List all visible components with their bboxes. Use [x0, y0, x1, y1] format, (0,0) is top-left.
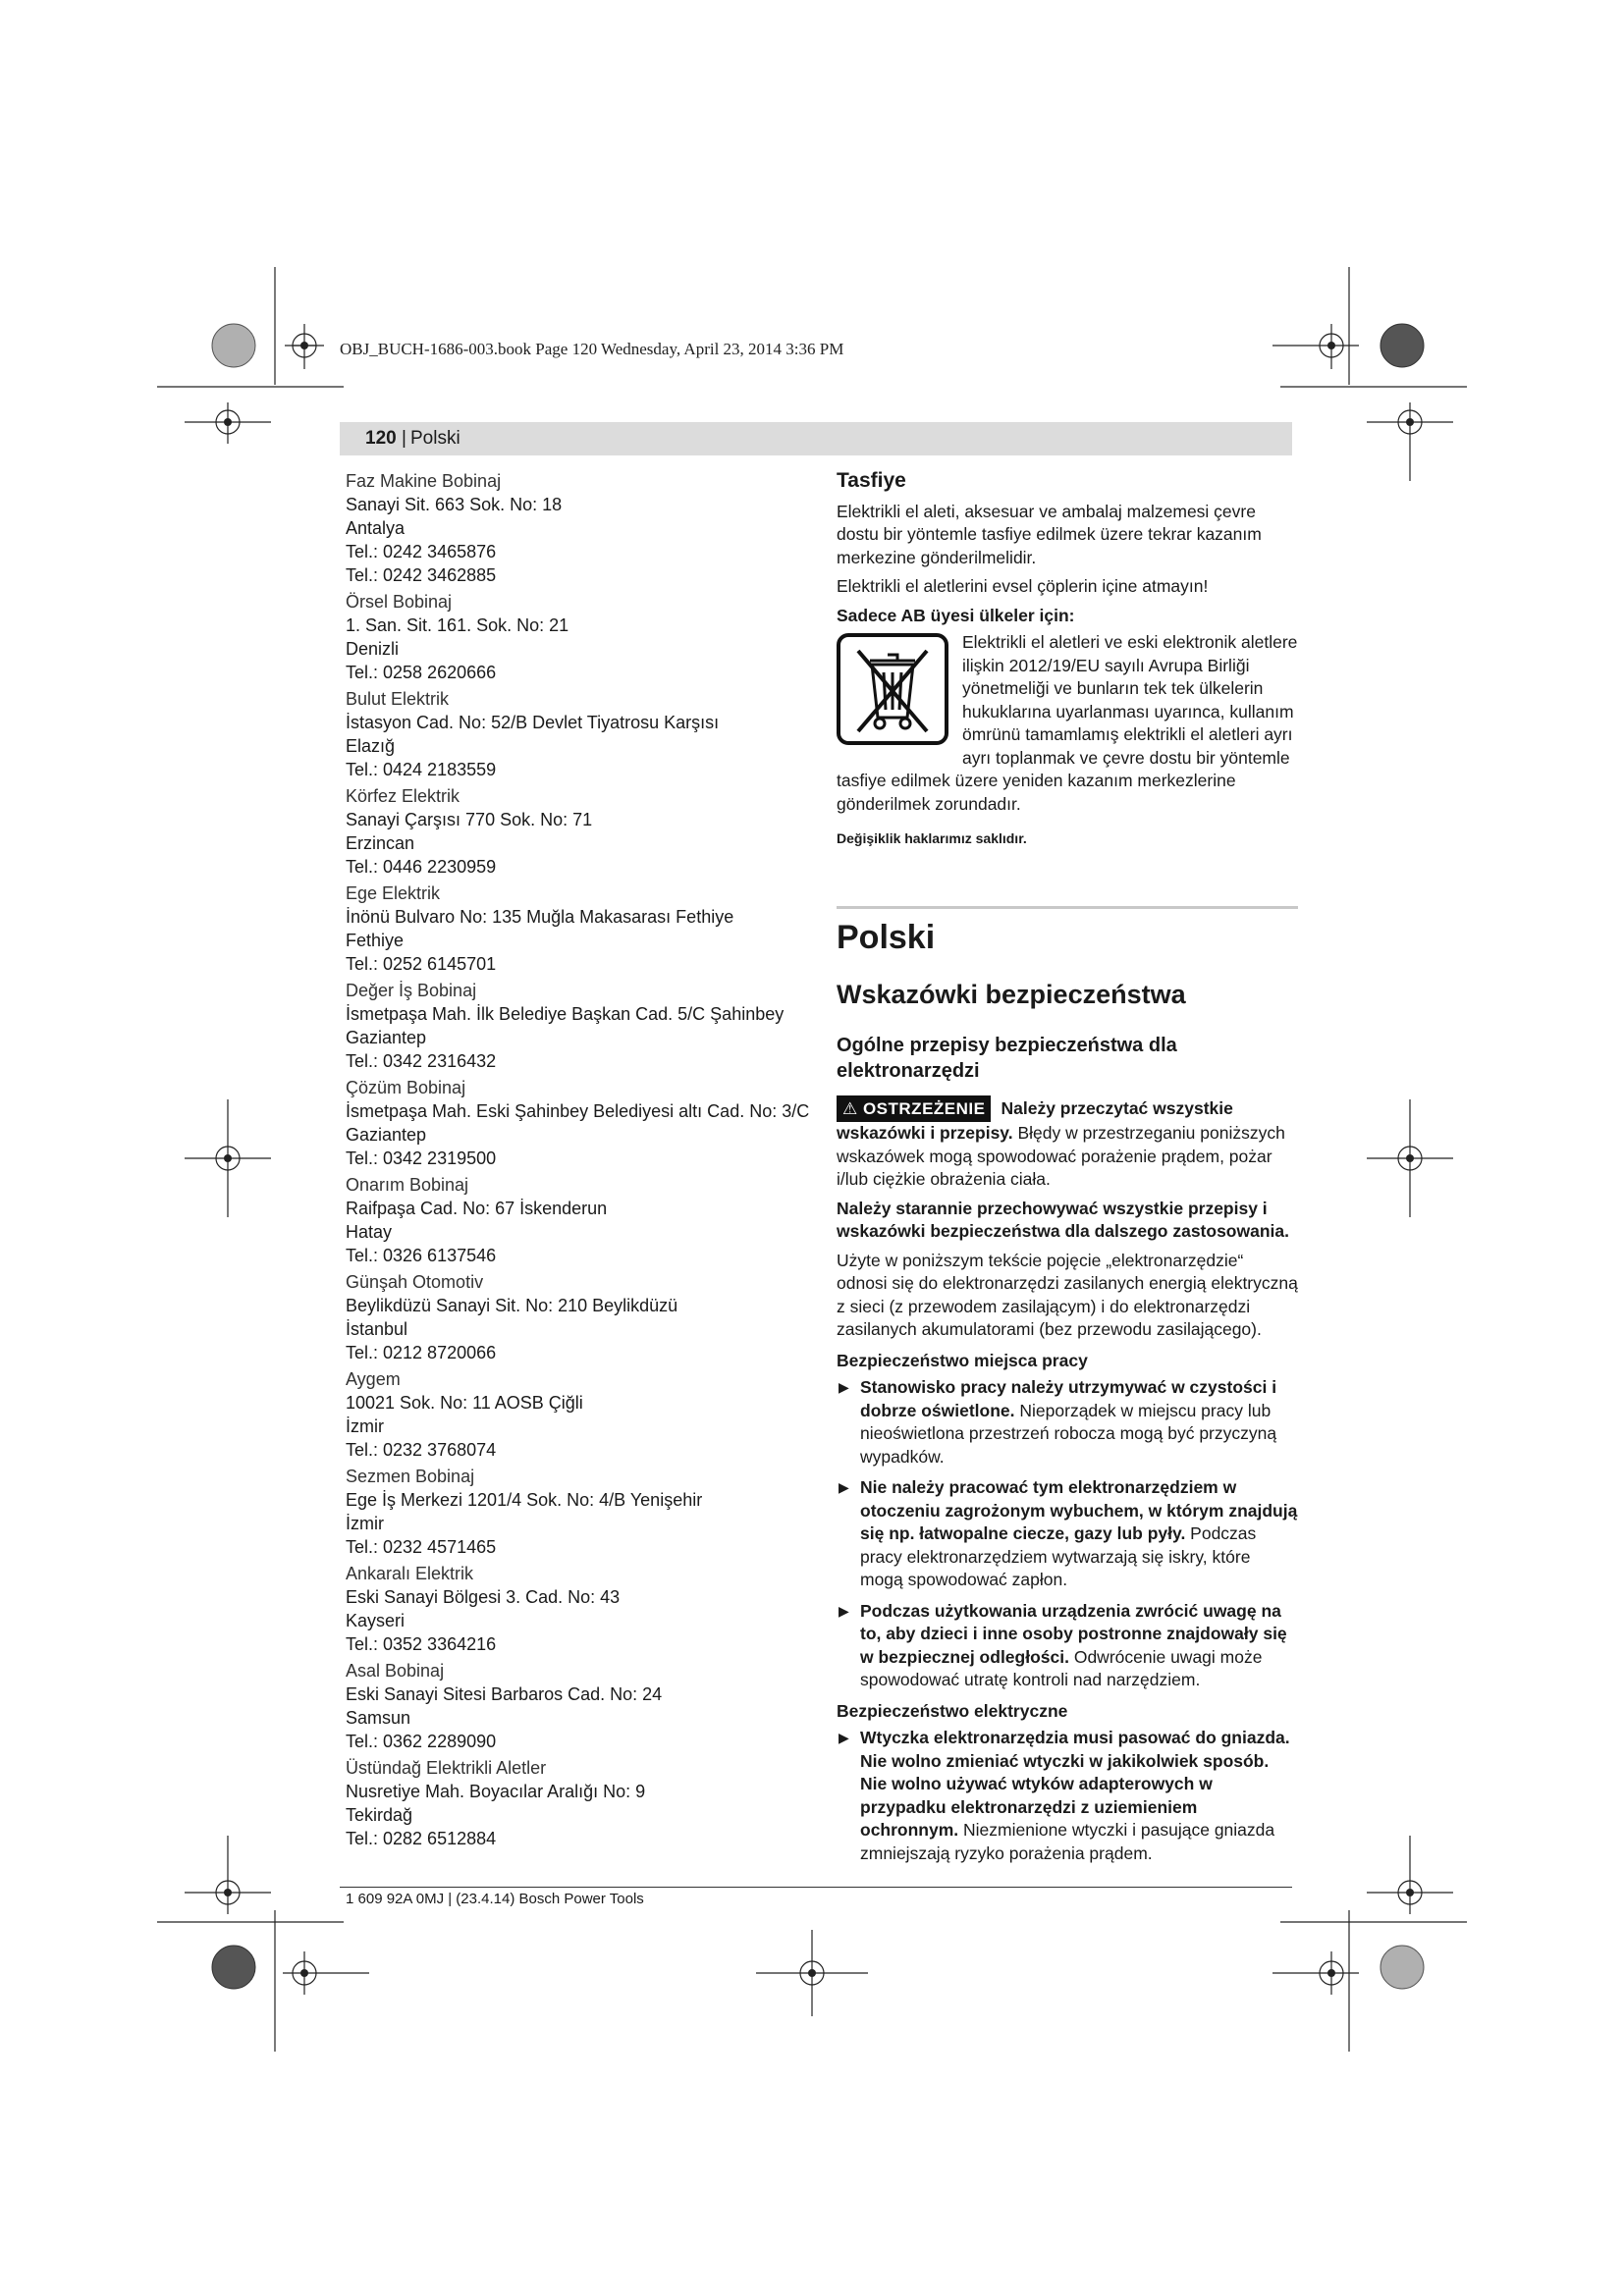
address-entry — [346, 979, 807, 1073]
warning-badge: ⚠ OSTRZEŻENIE — [837, 1095, 991, 1123]
page-number: 120 — [365, 428, 397, 449]
address-entry — [346, 881, 807, 976]
address-line: Tel.: 0446 2230959 — [346, 857, 497, 877]
header-language: Polski — [410, 428, 460, 449]
footer-rule — [340, 1887, 1292, 1888]
address-line: Tel.: 0424 2183559 — [346, 760, 497, 779]
address-list — [346, 469, 810, 1853]
bullet-text: Odwrócenie uwagi może spowodować utratę kontroli nad narzędziem. — [860, 1646, 1263, 1689]
bullet-arrow-icon: ▶ — [839, 1602, 849, 1619]
bullet-text: Niezmienione wtyczki i pasujące gniazda zmniejszają ryzyko porażenia prądem. — [860, 1820, 1275, 1863]
address-line: Hatay — [346, 1222, 393, 1242]
address-name: Bulut Elektrik — [346, 689, 450, 709]
electrical-safety-title: Bezpieczeństwo elektryczne — [837, 1700, 1068, 1721]
address-line: Kayseri — [346, 1611, 406, 1630]
safety-heading: Wskazówki bezpieczeństwa — [837, 979, 1186, 1009]
warning-bold: Należy przeczytać wszystkie wskazówki i przepisy. — [837, 1097, 1233, 1143]
address-line: Tel.: 0282 6512884 — [346, 1829, 497, 1848]
bullet-item — [837, 1376, 1298, 1468]
address-line: İnönü Bulvaro No: 135 Muğla Makasarası Fethiye — [346, 907, 734, 927]
address-name: Ankaralı Elektrik — [346, 1564, 474, 1583]
workplace-safety-title: Bezpieczeństwo miejsca pracy — [837, 1350, 1088, 1370]
bullet-arrow-icon: ▶ — [839, 1479, 849, 1495]
general-safety-subheading: Ogólne przepisy bezpieczeństwa dla elektronarzędzi — [837, 1034, 1177, 1082]
address-line: Denizli — [346, 639, 400, 659]
address-entry — [346, 1465, 807, 1559]
address-line: İsmetpaşa Mah. İlk Belediye Başkan Cad. 5/C Şahinbey — [346, 1004, 785, 1024]
address-line: Tel.: 0362 2289090 — [346, 1732, 497, 1751]
address-line: Tel.: 0232 3768074 — [346, 1440, 497, 1460]
address-line: İstasyon Cad. No: 52/B Devlet Tiyatrosu Karşısı — [346, 713, 720, 732]
address-line: Fethiye — [346, 931, 405, 950]
address-line: Tel.: 0258 2620666 — [346, 663, 497, 682]
address-entry — [346, 1756, 807, 1850]
print-slug: OBJ_BUCH-1686-003.book Page 120 Wednesday, April 23, 2014 3:36 PM — [340, 340, 844, 358]
address-name: Faz Makine Bobinaj — [346, 471, 502, 491]
address-line: Tel.: 0342 2316432 — [346, 1051, 497, 1071]
address-line: Ege İş Merkezi 1201/4 Sok. No: 4/B Yenişehir — [346, 1490, 703, 1510]
header-separator: | — [402, 428, 406, 449]
address-name: Asal Bobinaj — [346, 1661, 445, 1681]
address-name: Örsel Bobinaj — [346, 592, 453, 612]
address-line: Tel.: 0242 3465876 — [346, 542, 497, 561]
bullet-bold: Wtyczka elektronarzędzia musi pasować do gniazda. Nie wolno zmieniać wtyczki w jakikolwiek sposób. Nie wolno używać wtyków adapterowych w przypadku elektronarzędzi z uziemieniem ochronnym. — [860, 1728, 1290, 1840]
address-line: 10021 Sok. No: 11 AOSB Çiğli — [346, 1393, 583, 1413]
tasfiye-warning: Elektrikli el aletlerini evsel çöplerin içine atmayın! — [837, 576, 1209, 596]
address-line: Erzincan — [346, 833, 415, 853]
address-name: Aygem — [346, 1369, 401, 1389]
address-line: Eski Sanayi Sitesi Barbaros Cad. No: 24 — [346, 1684, 663, 1704]
address-line: Tel.: 0342 2319500 — [346, 1148, 497, 1168]
page-footer: 1 609 92A 0MJ | (23.4.14) Bosch Power Tools — [346, 1891, 644, 1907]
address-name: Sezmen Bobinaj — [346, 1467, 475, 1486]
eu-disposal-block — [837, 631, 1298, 816]
address-entry — [346, 784, 807, 879]
address-name: Ege Elektrik — [346, 883, 441, 903]
term-definition: Użyte w poniższym tekście pojęcie „elektronarzędzie“ odnosi się do elektronarzędzi zasilanych energią elektryczną z sieci (z przewodem zasilającym) i do elektronarzędzi zasilanych akumulatorami (bez przewodu zasilającego). — [837, 1250, 1298, 1339]
page-header — [340, 422, 1292, 455]
bullet-item — [837, 1476, 1298, 1592]
address-line: Sanayi Sit. 663 Sok. No: 18 — [346, 495, 563, 514]
address-line: Tel.: 0252 6145701 — [346, 954, 497, 974]
address-line: İstanbul — [346, 1319, 408, 1339]
address-entry — [346, 1562, 807, 1656]
address-name: Değer İş Bobinaj — [346, 981, 477, 1000]
address-line: 1. San. Sit. 161. Sok. No: 21 — [346, 615, 569, 635]
crossed-out-wheeled-bin-icon — [837, 633, 948, 745]
address-name: Çözüm Bobinaj — [346, 1078, 466, 1097]
address-line: Tel.: 0232 4571465 — [346, 1537, 497, 1557]
bullet-bold: Podczas użytkowania urządzenia zwrócić uwagę na to, aby dzieci i inne osoby postronne znajdowały się w bezpiecznej odległości. — [860, 1600, 1287, 1667]
address-line: Antalya — [346, 518, 406, 538]
address-line: Raifpaşa Cad. No: 67 İskenderun — [346, 1199, 608, 1218]
bullet-bold: Stanowisko pracy należy utrzymywać w czystości i dobrze oświetlone. — [860, 1377, 1277, 1420]
electrical-safety-list — [837, 1727, 1298, 1865]
address-name: Onarım Bobinaj — [346, 1175, 469, 1195]
address-entry — [346, 1076, 810, 1170]
address-line: Tel.: 0242 3462885 — [346, 565, 497, 585]
address-line: İzmir — [346, 1416, 384, 1436]
address-entry — [346, 1659, 807, 1753]
bullet-text: Nieporządek w miejscu pracy lub nieoświetlona przestrzeń robocza mogą być przyczyną wypadków. — [860, 1400, 1277, 1467]
bullet-bold: Nie należy pracować tym elektronarzędziem w otoczeniu zagrożonym wybuchem, w którym znajdują się np. łatwopalne ciecze, gazy lub pyły. — [860, 1477, 1298, 1543]
warning-text: Błędy w przestrzeganiu poniższych wskazówek mogą spowodować porażenie prądem, pożar i/lub ciężkie obrażenia ciała. — [837, 1123, 1285, 1189]
polski-title: Polski — [837, 918, 936, 956]
address-line: Nusretiye Mah. Boyacılar Aralığı No: 9 — [346, 1782, 646, 1801]
address-line: İzmir — [346, 1514, 384, 1533]
address-line: Gaziantep — [346, 1028, 427, 1047]
address-line: İsmetpaşa Mah. Eski Şahinbey Belediyesi altı Cad. No: 3/C — [346, 1101, 810, 1121]
address-entry — [346, 687, 807, 781]
address-line: Samsun — [346, 1708, 411, 1728]
section-rule — [837, 906, 1298, 909]
workplace-safety-list — [837, 1376, 1298, 1692]
eu-only-title: Sadece AB üyesi ülkeler için: — [837, 605, 1075, 625]
address-entry — [346, 1270, 807, 1364]
address-name: Günşah Otomotiv — [346, 1272, 484, 1292]
change-note: Değişiklik haklarımız saklıdır. — [837, 830, 1027, 846]
address-entry — [346, 1173, 807, 1267]
address-entry — [346, 590, 807, 684]
bullet-item — [837, 1727, 1298, 1865]
bullet-arrow-icon: ▶ — [839, 1379, 849, 1395]
tasfiye-heading: Tasfiye — [837, 469, 906, 492]
bullet-arrow-icon: ▶ — [839, 1730, 849, 1745]
address-line: Beylikdüzü Sanayi Sit. No: 210 Beylikdüzü — [346, 1296, 678, 1315]
address-line: Tel.: 0352 3364216 — [346, 1634, 497, 1654]
address-line: Tekirdağ — [346, 1805, 413, 1825]
warning-paragraph — [837, 1095, 1298, 1192]
address-line: Gaziantep — [346, 1125, 427, 1145]
address-name: Körfez Elektrik — [346, 786, 460, 806]
address-entry — [346, 1367, 807, 1462]
bullet-item — [837, 1600, 1298, 1692]
keep-instructions: Należy starannie przechowywać wszystkie przepisy i wskazówki bezpieczeństwa dla dalszego zastosowania. — [837, 1198, 1289, 1241]
address-line: Eski Sanayi Bölgesi 3. Cad. No: 43 — [346, 1587, 621, 1607]
address-name: Üstündağ Elektrikli Aletler — [346, 1758, 547, 1778]
right-column — [837, 469, 1298, 1873]
tasfiye-paragraph: Elektrikli el aleti, aksesuar ve ambalaj malzemesi çevre dostu bir yöntemle tasfiye edilmek üzere tekrar kazanım merkezine gönderilmelidir. — [837, 501, 1262, 567]
address-line: Tel.: 0212 8720066 — [346, 1343, 497, 1362]
address-line: Elazığ — [346, 736, 396, 756]
address-line: Sanayi Çarşısı 770 Sok. No: 71 — [346, 810, 593, 829]
address-line: Tel.: 0326 6137546 — [346, 1246, 497, 1265]
bullet-text: Podczas pracy elektronarzędziem wytwarzają się iskry, które mogą spowodować zapłon. — [860, 1523, 1257, 1589]
address-entry — [346, 469, 807, 587]
eu-disposal-text: Elektrikli el aletleri ve eski elektronik aletlere ilişkin 2012/19/EU sayılı Avrupa Birliği yönetmeliği ve bunların tek tek ülkelerin hukuklarına uyarlanması uyarınca, kullanım ömrünü tamamlamış elektrikli el aletleri ayrı ayrı toplanmak ve çevre dostu bir yöntemle tasfiye edilmek üzere yeniden kazanım merkezlerine gönderilmek zorundadır. — [837, 632, 1298, 814]
